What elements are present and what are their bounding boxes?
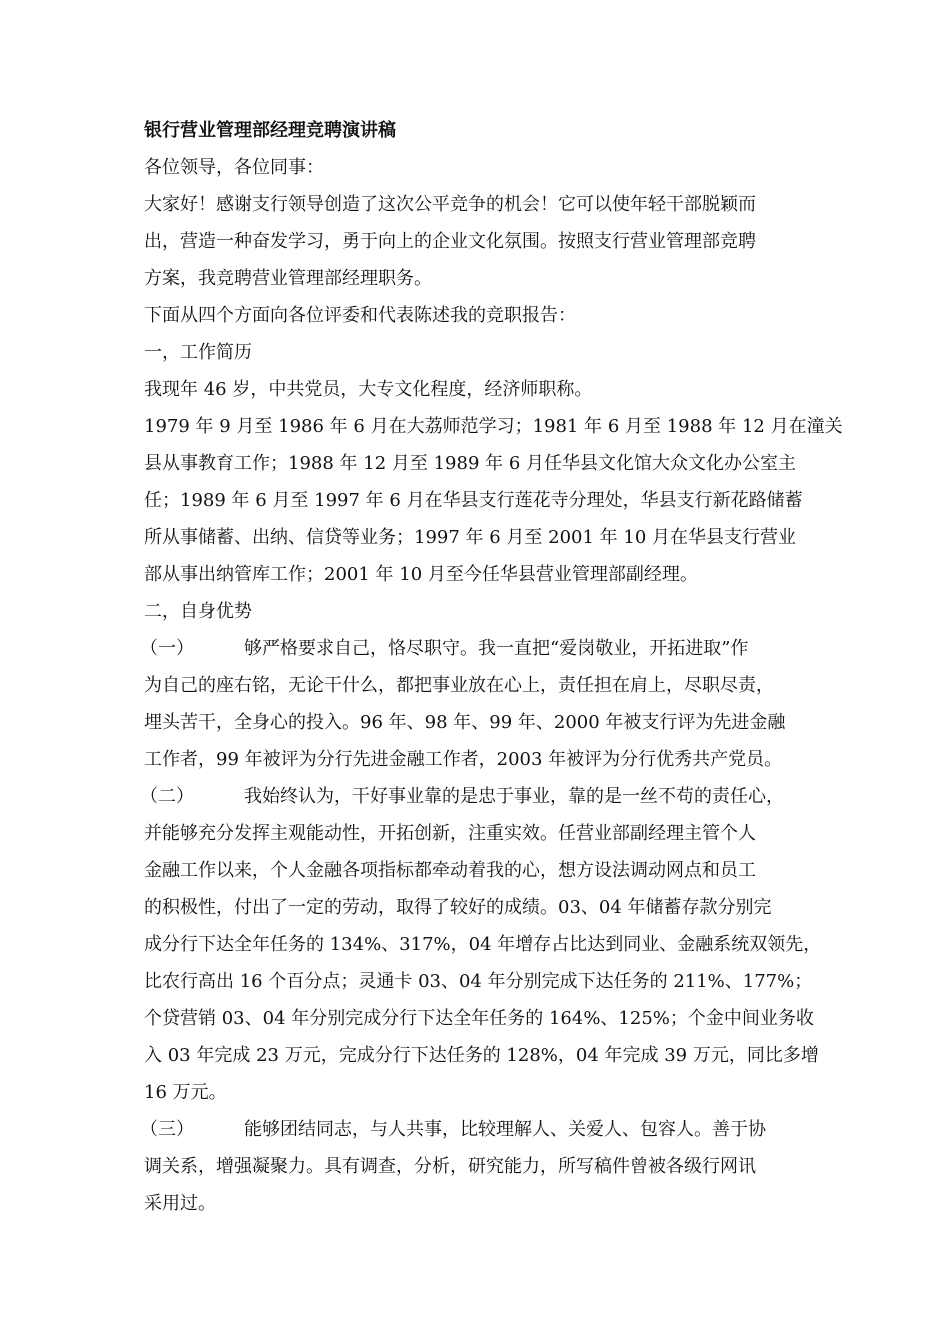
section-heading-strengths: 二，自身优势 — [144, 601, 252, 622]
resume-line: 1979 年 9 月至 1986 年 6 月在大荔师范学习；1981 年 6 月至 1988 年 12 月在潼关 — [144, 416, 843, 437]
intro-line: 出，营造一种奋发学习，勇于向上的企业文化氛围。按照支行营业管理部竞聘 — [144, 231, 756, 252]
resume-line: 部从事出纳管库工作；2001 年 10 月至今任华县营业管理部副经理。 — [144, 564, 698, 585]
strength-item-3 — [140, 1111, 824, 1222]
strength-item-2 — [140, 778, 824, 1111]
strength-line: 比农行高出 16 个百分点；灵通卡 03、04 年分别完成下达任务的 211%、177%； — [144, 971, 813, 992]
greeting: 各位领导，各位同事： — [144, 157, 324, 178]
strength-line: 的积极性，付出了一定的劳动，取得了较好的成绩。03、04 年储蓄存款分别完 — [144, 897, 772, 918]
strength-line: 金融工作以来，个人金融各项指标都牵动着我的心，想方设法调动网点和员工 — [144, 860, 756, 881]
strength-line: 为自己的座右铭，无论干什么，都把事业放在心上，责任担在肩上，尽职尽责， — [144, 675, 774, 696]
section-heading-resume: 一，工作简历 — [144, 342, 252, 363]
strength-tag: （三） — [140, 1119, 194, 1140]
strength-tag: （二） — [140, 786, 194, 807]
strength-line: 并能够充分发挥主观能动性，开拓创新，注重实效。任营业部副经理主管个人 — [144, 823, 756, 844]
strength-first-line: 我始终认为，干好事业靠的是忠于事业，靠的是一丝不苟的责任心， — [244, 786, 784, 807]
strength-line: 采用过。 — [144, 1193, 216, 1214]
document-title: 银行营业管理部经理竞聘演讲稿 — [144, 120, 396, 141]
strength-first-line: 够严格要求自己，恪尽职守。我一直把“爱岗敬业，开拓进取”作 — [244, 638, 749, 659]
document-body — [140, 112, 843, 1222]
resume-line: 任；1989 年 6 月至 1997 年 6 月在华县支行莲花寺分理处，华县支行新花路储蓄 — [144, 490, 803, 511]
strength-line: 入 03 年完成 23 万元，完成分行下达任务的 128%，04 年完成 39 万元，同比多增 — [144, 1045, 819, 1066]
strength-line: 16 万元。 — [144, 1082, 227, 1103]
intro-paragraph — [144, 186, 824, 297]
resume-line: 所从事储蓄、出纳、信贷等业务；1997 年 6 月至 2001 年 10 月在华县支行营业 — [144, 527, 797, 548]
intro-line: 大家好！感谢支行领导创造了这次公平竞争的机会！它可以使年轻干部脱颖而 — [144, 194, 756, 215]
resume-line: 我现年 46 岁，中共党员，大专文化程度，经济师职称。 — [144, 379, 593, 400]
strength-line: 工作者，99 年被评为分行先进金融工作者，2003 年被评为分行优秀共产党员。 — [144, 749, 783, 770]
strength-item-1 — [140, 630, 824, 778]
strength-line: 调关系，增强凝聚力。具有调查，分析，研究能力，所写稿件曾被各级行网讯 — [144, 1156, 756, 1177]
strength-line: 成分行下达全年任务的 134%、317%，04 年增存占比达到同业、金融系统双领先， — [144, 934, 822, 955]
resume-paragraph — [144, 371, 843, 593]
strength-tag: （一） — [140, 638, 194, 659]
strength-line: 埋头苦干，全身心的投入。96 年、98 年、99 年、2000 年被支行评为先进金融 — [144, 712, 786, 733]
resume-line: 县从事教育工作；1988 年 12 月至 1989 年 6 月任华县文化馆大众文化办公室主 — [144, 453, 797, 474]
strength-line: 个贷营销 03、04 年分别完成分行下达全年任务的 164%、125%；个金中间业务收 — [144, 1008, 814, 1029]
lead-sentence: 下面从四个方面向各位评委和代表陈述我的竞职报告： — [144, 305, 576, 326]
strength-first-line: 能够团结同志，与人共事，比较理解人、关爱人、包容人。善于协 — [244, 1119, 766, 1140]
intro-line: 方案，我竞聘营业管理部经理职务。 — [144, 268, 432, 289]
